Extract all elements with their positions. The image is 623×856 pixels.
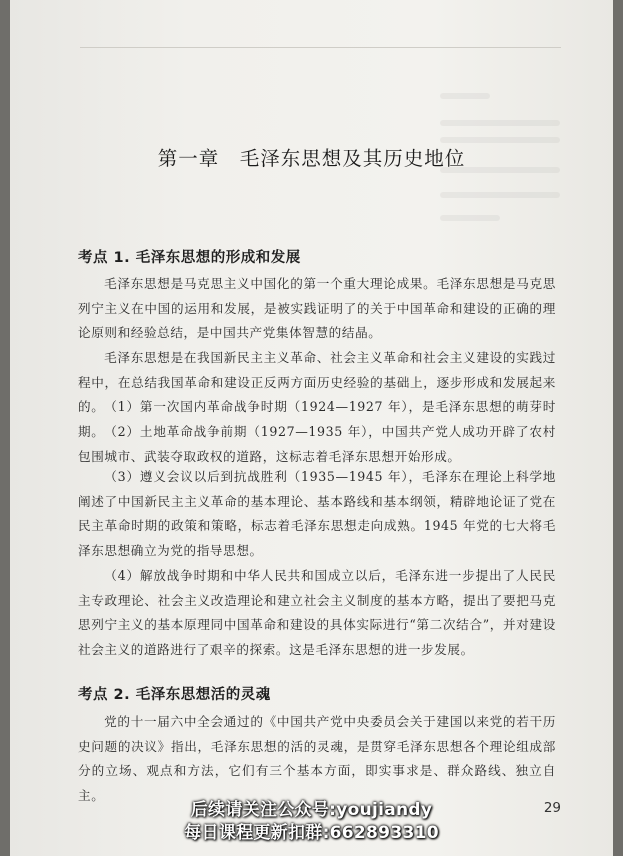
bleed-through-mark xyxy=(440,192,560,198)
paragraph: （4）解放战争时期和中华人民共和国成立以后，毛泽东进一步提出了人民民主专政理论、社会主义改造理论和建立社会主义制度的基本方略，提出了要把马克思列宁主义的基本原理同中国革命和建设的具体实际进行“第二次结合”，并对建设社会主义的道路进行了艰辛的探索。这是毛泽东思想的进一步发展。 xyxy=(78,568,556,657)
watermark-line-1: 后续请关注公众号:youjiandy xyxy=(190,800,433,820)
bleed-through-mark xyxy=(440,93,490,99)
bleed-through-mark xyxy=(440,215,500,221)
section-heading-2: 考点 2. 毛泽东思想活的灵魂 xyxy=(78,687,271,703)
paragraph: （2）土地革命战争前期（1927—1935 年），中国共产党人成功开辟了农村包围城市、武装夺取政权的道路，这标志着毛泽东思想开始形成。 xyxy=(78,424,556,464)
watermark-line-2: 每日课程更新扣群:662893310 xyxy=(184,823,439,843)
bleed-through-mark xyxy=(440,120,560,126)
paragraph: 毛泽东思想是马克思主义中国化的第一个重大理论成果。毛泽东思想是马克思列宁主义在中国的运用和发展，是被实践证明了的关于中国革命和建设的正确的理论原则和经验总结，是中国共产党集体智慧的结晶。 xyxy=(78,276,556,340)
page-number: 29 xyxy=(543,800,561,816)
paragraph: 党的十一届六中全会通过的《中国共产党中央委员会关于建国以来党的若干历史问题的决议》指出，毛泽东思想的活的灵魂，是贯穿毛泽东思想各个理论组成部分的立场、观点和方法，它们有三个基本方面，即实事求是、群众路线、独立自主。 xyxy=(78,714,556,803)
paragraph: （3）遵义会议以后到抗战胜利（1935—1945 年），毛泽东在理论上科学地阐述了中国新民主主义革命的基本理论、基本路线和基本纲领，精辟地论证了党在民主革命时期的政策和策略，标志着毛泽东思想走向成熟。1945 年党的七大将毛泽东思想确立为党的指导思想。 xyxy=(78,469,556,558)
paragraph: （1）第一次国内革命战争时期（1924—1927 年），是毛泽东思想的萌芽时期。 xyxy=(78,399,556,439)
section-heading-1: 考点 1. 毛泽东思想的形成和发展 xyxy=(78,250,301,266)
paragraph: 毛泽东思想是在我国新民主主义革命、社会主义革命和社会主义建设的实践过程中，在总结我国革命和建设正反两方面历史经验的基础上，逐步形成和发展起来的。 xyxy=(78,350,556,414)
chapter-title: 第一章 毛泽东思想及其历史地位 xyxy=(157,147,466,170)
header-rule xyxy=(80,47,561,48)
book-page xyxy=(10,0,613,856)
